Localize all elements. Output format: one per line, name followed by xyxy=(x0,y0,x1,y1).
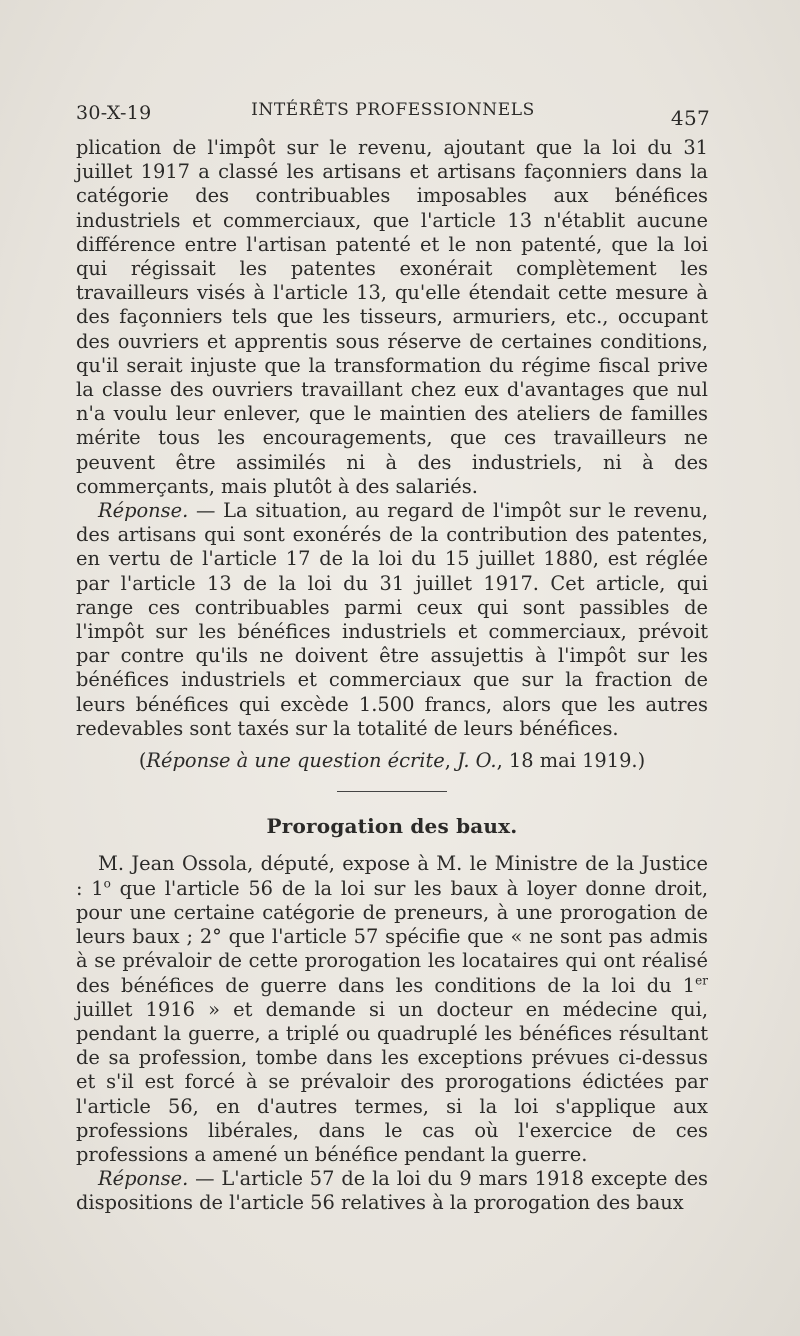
page-number: 457 xyxy=(670,106,710,130)
response-text: — L'article 57 de la loi du 9 mars 1918 excepte des dispositions de l'article 56 relatives à la prorogation des baux xyxy=(76,1167,708,1215)
response-label: Réponse. xyxy=(98,1167,189,1191)
response-text: — La situation, au regard de l'impôt sur le revenu, des artisans qui sont exonérés de la contribution des patentes, en vertu de l'article 17 de la loi du 15 juillet 1880, est réglée par l'article 13 de la loi du 31 juillet 1917. Cet article, qui range ces contribuables parmi ceux qui sont passibles de l'impôt sur les bénéfices industriels et commerciaux, prévoit par contre qu'ils ne doivent être assujettis à l'impôt sur les bénéfices industriels et commerciaux que sur la fraction de leurs bénéfices qui excède 1.500 francs, alors que les autres redevables sont taxés sur la totalité de leurs bénéfices. xyxy=(76,499,708,740)
citation-journal: J. O. xyxy=(457,749,497,773)
section-divider xyxy=(337,791,447,792)
citation xyxy=(76,749,708,773)
response-label: Réponse. xyxy=(98,499,189,523)
citation-source: Réponse à une question écrite xyxy=(146,749,445,773)
citation-date: , 18 mai 1919.) xyxy=(496,749,646,773)
paragraph-response-1 xyxy=(76,499,708,741)
paragraph-question xyxy=(76,852,708,1167)
question-text-b: que l'article 56 de la loi sur les baux à loyer donne droit, pour une certaine catégorie de preneurs, à une prorogation de leurs baux ; 2° que l'article 57 spécifie que « ne sont pas admis à se prévaloir de cette prorogation les locataires qui ont réalisé des bénéfices de guerre dans les conditions de la loi du 1 xyxy=(76,876,708,997)
page-body xyxy=(76,136,708,1216)
superscript-o: o xyxy=(103,876,111,891)
header-date: 30-X-19 xyxy=(76,102,152,124)
running-header xyxy=(76,100,710,130)
paragraph-response-2 xyxy=(76,1167,708,1215)
question-text-c: juillet 1916 » et demande si un docteur en médecine qui, pendant la guerre, a triplé ou quadruplé les bénéfices résultant de sa profession, tombe dans les exceptions prévues ci-dessus et s'il est forcé à se prévaloir des prorogations édictées par l'article 56, en d'autres termes, si la loi s'applique aux professions libérales, dans le cas où l'exercice de ces professions a amené un bénéfice pendant la guerre. xyxy=(76,997,708,1166)
citation-open: ( xyxy=(138,749,147,773)
question-text-a: M. Jean Ossola, député, expose à M. le Ministre de la Justice : 1 xyxy=(76,852,708,900)
header-title: INTÉRÊTS PROFESSIONNELS xyxy=(251,100,535,120)
citation-sep: , xyxy=(444,749,458,773)
section-title: Prorogation des baux. xyxy=(266,814,518,839)
paragraph-continuation: plication de l'impôt sur le revenu, ajoutant que la loi du 31 juillet 1917 a classé les artisans et artisans façonniers dans la catégorie des contribuables imposables aux bénéfices industriels et commerciaux, que l'article 13 n'établit aucune différence entre l'artisan patenté et le non patenté, que la loi qui régissait les patentes exonérait complètement les travailleurs visés à l'article 13, qu'elle étendait cette mesure à des façonniers tels que les tisseurs, armuriers, etc., occupant des ouvriers et apprentis sous réserve de certaines conditions, qu'il serait injuste que la transformation du régime fiscal prive la classe des ouvriers travaillant chez eux d'avantages que nul n'a voulu leur enlever, que le maintien des ateliers de familles mérite tous les encouragements, que ces travailleurs ne peuvent être assimilés ni à des industriels, ni à des commerçants, mais plutôt à des salariés. xyxy=(76,136,708,498)
superscript-er: er xyxy=(695,973,708,988)
